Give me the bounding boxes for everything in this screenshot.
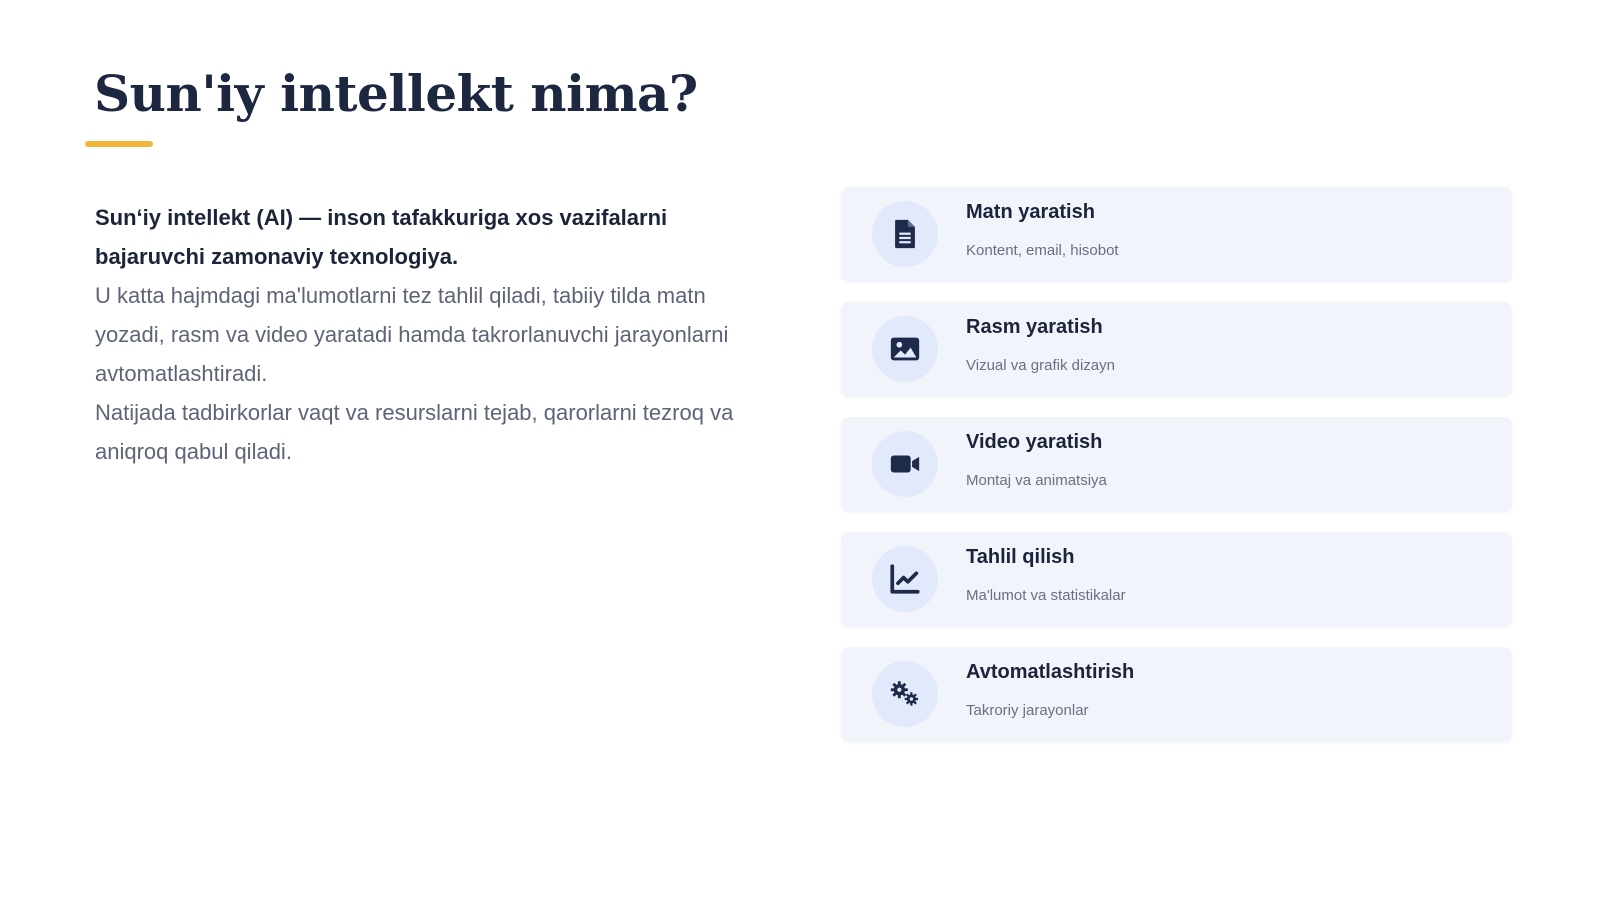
intro-paragraph-2: Natijada tadbirkorlar vaqt va resurslarni tejab, qarorlarni tezroq va aniqroq qabul qiladi.	[95, 400, 734, 464]
feature-subtitle: Takroriy jarayonlar	[966, 702, 1089, 719]
document-icon	[872, 201, 938, 267]
video-camera-icon	[872, 431, 938, 497]
image-icon	[872, 316, 938, 382]
feature-title: Matn yaratish	[966, 201, 1095, 223]
feature-subtitle: Vizual va grafik dizayn	[966, 357, 1115, 374]
intro-text	[95, 198, 765, 471]
feature-subtitle: Ma'lumot va statistikalar	[966, 587, 1126, 604]
gears-icon	[872, 661, 938, 727]
feature-card-matn	[841, 187, 1512, 282]
feature-card-rasm	[841, 302, 1512, 397]
intro-paragraph-1: U katta hajmdagi ma'lumotlarni tez tahlil qiladi, tabiiy tilda matn yozadi, rasm va video yaratadi hamda takrorlanuvchi jarayonlarni avtomatlashtiradi.	[95, 283, 729, 386]
feature-card-video	[841, 417, 1512, 512]
title-underline	[85, 141, 153, 147]
feature-card-avtomatlashtirish	[841, 647, 1512, 742]
feature-subtitle: Kontent, email, hisobot	[966, 242, 1119, 259]
page-title: Sun'iy intellekt nima?	[94, 64, 698, 123]
line-chart-icon	[872, 546, 938, 612]
feature-card-tahlil	[841, 532, 1512, 627]
feature-subtitle: Montaj va animatsiya	[966, 472, 1107, 489]
feature-title: Tahlil qilish	[966, 546, 1075, 568]
feature-title: Avtomatlashtirish	[966, 661, 1135, 683]
intro-lead: Sun‘iy intellekt (AI) — inson tafakkuriga xos vazifalarni bajaruvchi zamonaviy texnologiya.	[95, 205, 668, 269]
feature-title: Rasm yaratish	[966, 316, 1103, 338]
feature-title: Video yaratish	[966, 431, 1103, 453]
